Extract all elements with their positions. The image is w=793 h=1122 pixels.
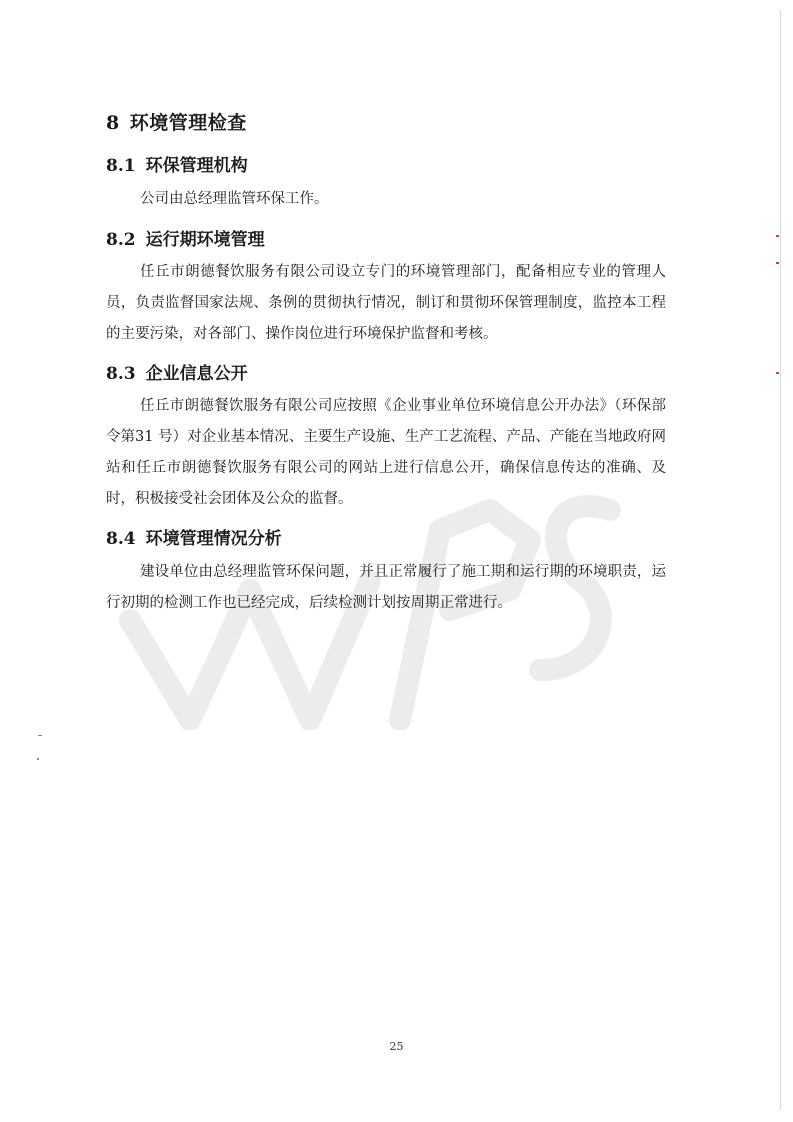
section-title: 企业信息公开 [145,364,248,384]
section-title: 运行期环境管理 [145,230,265,250]
section-body-8-4: 建设单位由总经理监管环保问题，并且正常履行了施工期和运行期的环境职责，运行初期的检测工作也已经完成，后续检测计划按周期正常进行。 [106,564,666,611]
scan-mark [776,372,779,374]
section-body-8-3: 任丘市朗德餐饮服务有限公司应按照《企业事业单位环境信息公开办法》（环保部令第31 号）对企业基本情况、主要生产设施、生产工艺流程、产品、产能在当地政府网站和任丘市朗德餐饮服务有限公司的网站上进行信息公开，确保信息传达的准确、及时，积极接受社会团体及公众的监督。 [106,398,666,507]
section-heading-8-3 [106,359,248,384]
section-number: 8.1 [106,156,136,176]
page-number: 25 [389,1040,404,1053]
section-number: 8.3 [106,364,136,384]
section-number: 8.2 [106,230,136,250]
section-body-8-1: 公司由总经理监管环保工作。 [140,191,329,207]
scan-mark [776,262,779,264]
section-title: 环保管理机构 [145,156,248,176]
scan-mark [776,235,779,237]
section-body-8-2: 任丘市朗德餐饮服务有限公司设立专门的环境管理部门，配备相应专业的管理人员，负责监督国家法规、条例的贯彻执行情况，制订和贯彻环保管理制度，监控本工程的主要污染，对各部门、操作岗位进行环境保护监督和考核。 [106,264,666,342]
chapter-title: 环境管理检查 [129,112,247,134]
section-heading-8-4 [106,524,282,549]
chapter-number: 8 [106,112,120,134]
scan-edge-line [780,10,781,1110]
section-heading-8-1 [106,151,248,176]
chapter-heading [106,108,247,135]
section-number: 8.4 [106,529,136,549]
scan-speck [37,758,39,760]
section-heading-8-2 [106,225,265,250]
section-title: 环境管理情况分析 [145,529,282,549]
scan-speck [38,735,42,736]
